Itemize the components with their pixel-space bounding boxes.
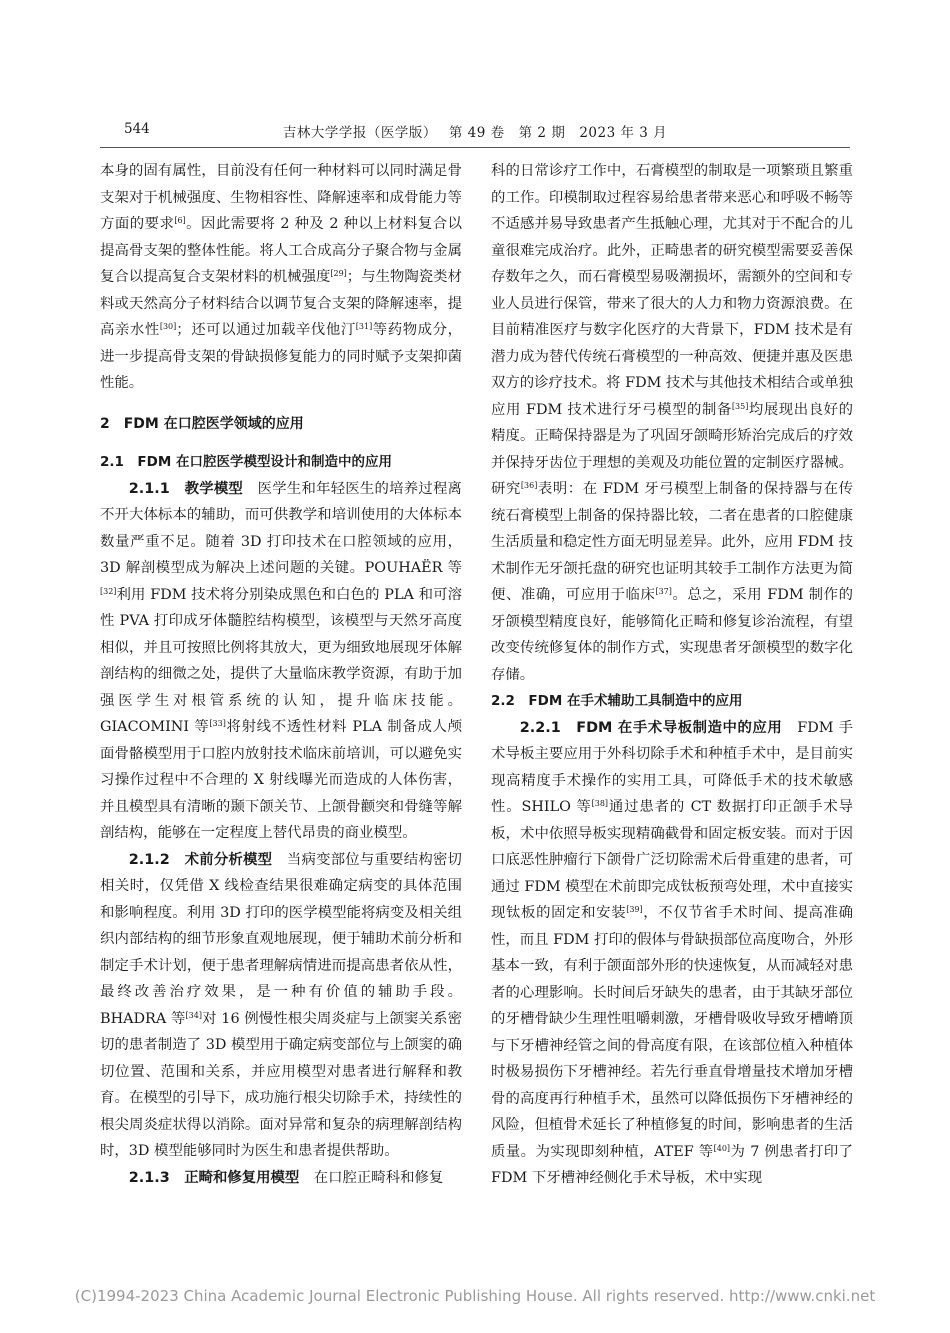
right-column <box>491 158 853 1192</box>
journal-info: 吉林大学学报（医学版） 第 49 卷 第 2 期 2023 年 3 月 <box>282 125 668 141</box>
citation: [30] <box>159 322 177 331</box>
citation: [32] <box>100 586 117 596</box>
subsubsection-title: 教学模型 <box>184 480 244 497</box>
citation: [6] <box>174 216 186 225</box>
paragraph: 本身的固有属性，目前没有任何一种材料可以同时满足骨支架对于机械强度、生物相容性、降解速率和成骨能力等方面的要求[6]。因此需要将 2 种及 2 种以上材料复合以提高骨支架的整体性能。将人工合成高分子聚合物与金属复合以提高复合支架材料的机械强度[29]；与生物陶瓷类材料或天然高分子材料结合以调节复合支架的降解速率，提高亲水性[30]；还可以通过加载辛伐他汀[31]等药物成分，进一步提高骨支架的骨缺损修复能力的同时赋予支架抑菌性能。 <box>100 163 462 391</box>
citation: [36] <box>520 481 538 490</box>
subsubsection-title: 术前分析模型 <box>184 851 273 868</box>
left-column <box>100 158 462 1191</box>
page-number: 544 <box>124 121 150 137</box>
subsubsection-title: FDM 在手术导板制造中的应用 <box>576 719 783 736</box>
citation: [37] <box>655 587 672 596</box>
citation: [31] <box>355 322 373 331</box>
section-heading: 2 FDM 在口腔医学领域的应用 <box>100 415 304 432</box>
paragraph: 2.1.1 教学模型 医学生和年轻医生的培养过程离不开大体标本的辅助，而可供教学和培训使用的大体标本数量严重不足。随着 3D 打印技术在口腔领域的应用，3D 解剖模型成为解决上述问题的关键。POUHAËR 等[32]利用 FDM 技术将分别染成黑色和白色的 PLA 和可溶性 PVA 打印成牙体髓腔结构模型，该模型与天然牙高度相似，并且可按照比例将其放大，更为细致地展现牙体解剖结构的细微之处，提供了大量临床教学资源，有助于加强医学生对根管系统的认知，提升临床技能。GIACOMINI 等[33]将射线不透性材料 PLA 制备成人颅面骨骼模型用于口腔内放射技术临床前培训，可以避免实习操作过程中不合理的 X 射线曝光而造成的人体伤害，并且模型具有清晰的颞下颌关节、上颌骨颧突和骨缝等解剖结构，能够在一定程度上替代昂贵的商业模型。 <box>100 480 463 841</box>
subsection-heading: 2.1 FDM 在口腔医学模型设计和制造中的应用 <box>100 454 392 470</box>
paragraph: 2.2.1 FDM 在手术导板制造中的应用 FDM 手术导板主要应用于外科切除手术和种植手术中，是目前实现高精度手术操作的实用工具，可降低手术的技术敏感性。SHILO 等[38]通过患者的 CT 数据打印正颌手术导板，术中依照导板实现精确截骨和固定板安装。而对于因口底恶性肿瘤行下颌骨广泛切除需术后骨重建的患者，可通过 FDM 模型在术前即完成钛板预弯处理，术中直接实现钛板的固定和安装[39]，不仅节省手术时间、提高准确性，而且 FDM 打印的假体与骨缺损部位高度吻合，外形基本一致，有利于颌面部外形的快速恢复，从而减轻对患者的心理影响。长时间后牙缺失的患者，由于其缺牙部位的牙槽骨缺少生理性咀嚼刺激，牙槽骨吸收导致牙槽嵴顶与下牙槽神经管之间的骨高度有限，在该部位植入种植体时极易损伤下牙槽神经。若先行垂直骨增量技术增加牙槽骨的高度再行种植手术，虽然可以降低损伤下牙槽神经的风险，但植骨术延长了种植修复的时间，影响患者的生活质量。为实现即刻种植，ATEF 等[40]为 7 例患者打印了 FDM 下牙槽神经侧化手术导板，术中实现 <box>491 719 854 1186</box>
subsection-heading: 2.2 FDM 在手术辅助工具制造中的应用 <box>491 693 743 709</box>
running-header <box>100 121 850 145</box>
citation: [38] <box>591 799 609 808</box>
citation: [35] <box>731 401 749 411</box>
citation: [29] <box>330 269 347 278</box>
paragraph: 科的日常诊疗工作中，石膏模型的制取是一项繁琐且繁重的工作。印模制取过程容易给患者带来恶心和呼吸不畅等不适感并易导致患者产生抵触心理，尤其对于不配合的儿童很难完成治疗。此外，正畸患者的研究模型需要妥善保存数年之久，而石膏模型易吸潮损坏，需额外的空间和专业人员进行保管，带来了很大的人力和物力资源浪费。在目前精准医疗与数字化医疗的大背景下，FDM 技术是有潜力成为替代传统石膏模型的一种高效、便捷并惠及医患双方的诊疗技术。将 FDM 技术与其他技术相结合或单独应用 FDM 技术进行牙弓模型的制备[35]均展现出良好的精度。正畸保持器是为了巩固牙颌畸形矫治完成后的疗效并保持牙齿位于理想的美观及功能位置的定制医疗器械。研究[36]表明：在 FDM 牙弓模型上制备的保持器与在传统石膏模型上制备的保持器比较，二者在患者的口腔健康生活质量和稳定性方面无明显差异。此外，应用 FDM 技术制作无牙颌托盘的研究也证明其较手工制作方法更为简便、准确，可应用于临床[37]。总之，采用 FDM 制作的牙颌模型精度良好，能够简化正畸和修复诊治流程，有望改变传统修复体的制作方式，实现患者牙颌模型的数字化存储。 <box>491 163 854 683</box>
copyright-footer: (C)1994-2023 China Academic Journal Electronic Publishing House. All rights reserved. http://www.cnki.net <box>74 1287 876 1305</box>
citation: [33] <box>209 719 226 728</box>
subsubsection-title: 正畸和修复用模型 <box>184 1169 300 1186</box>
header-rule <box>100 147 850 148</box>
citation: [40] <box>713 1143 731 1153</box>
citation: [39] <box>626 905 643 914</box>
citation: [34] <box>185 1010 202 1020</box>
paragraph: 2.1.2 术前分析模型 当病变部位与重要结构密切相关时，仅凭借 X 线检查结果很难确定病变的具体范围和影响程度。利用 3D 打印的医学模型能将病变及相关组织内部结构的细节形象直观地展现，便于辅助术前分析和制定手术计划，便于患者理解病情进而提高患者依从性，最终改善治疗效果，是一种有价值的辅助手段。BHADRA 等[34]对 16 例慢性根尖周炎症与上颌窦关系密切的患者制造了 3D 模型用于确定病变部位与上颌窦的确切位置、范围和关系，并应用模型对患者进行解释和教育。在模型的引导下，成功施行根尖切除手术，持续性的根尖周炎症状得以消除。面对异常和复杂的病理解剖结构时，3D 模型能够同时为医生和患者提供帮助。 <box>100 851 462 1159</box>
paragraph: 2.1.3 正畸和修复用模型 在口腔正畸科和修复 <box>128 1169 444 1186</box>
